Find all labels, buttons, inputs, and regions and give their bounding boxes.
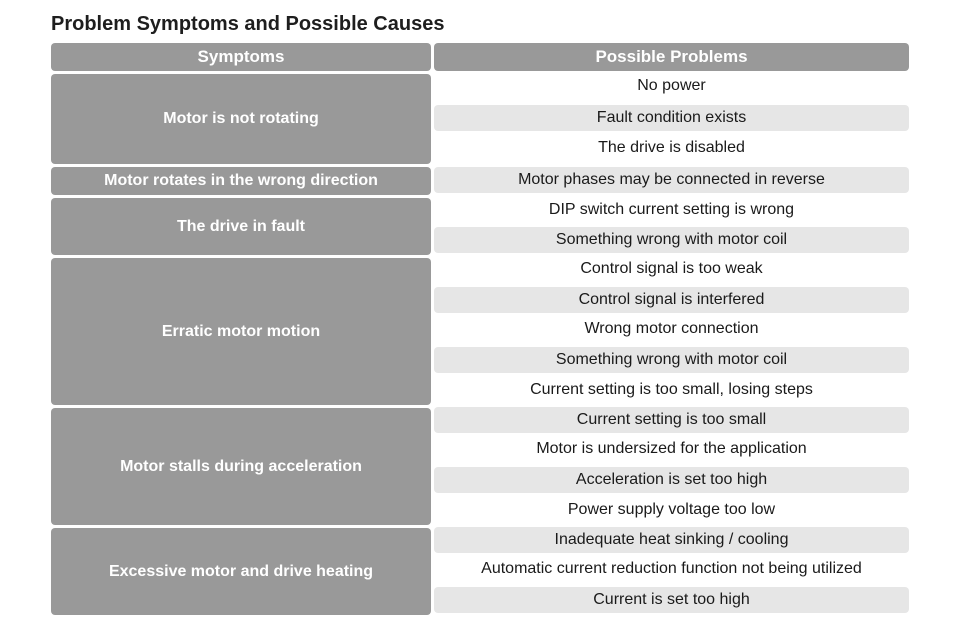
problem-row: Something wrong with motor coil	[434, 227, 909, 253]
problem-row: No power	[637, 77, 706, 94]
problem-row: DIP switch current setting is wrong	[548, 201, 795, 218]
problem-row: Acceleration is set too high	[434, 467, 909, 493]
problem-row: Wrong motor connection	[584, 320, 759, 337]
problem-row: Automatic current reduction function not being utilized	[481, 560, 862, 577]
problem-row: Motor is undersized for the application	[536, 440, 807, 457]
symptoms-header: Symptoms	[51, 43, 431, 71]
problem-row: Control signal is too weak	[580, 260, 763, 277]
symptom-cell-drive-in-fault: The drive in fault	[51, 198, 431, 255]
symptom-cell-stalls-acceleration: Motor stalls during acceleration	[51, 408, 431, 525]
problem-row: Something wrong with motor coil	[434, 347, 909, 373]
problem-row: Current setting is too small	[434, 407, 909, 433]
problem-row: Current is set too high	[434, 587, 909, 613]
possible-problems-header: Possible Problems	[434, 43, 909, 71]
symptom-cell-motor-not-rotating: Motor is not rotating	[51, 74, 431, 164]
problem-row: Motor phases may be connected in reverse	[434, 167, 909, 193]
symptom-cell-excessive-heating: Excessive motor and drive heating	[51, 528, 431, 615]
symptom-cell-wrong-direction: Motor rotates in the wrong direction	[51, 167, 431, 195]
problem-row: Control signal is interfered	[434, 287, 909, 313]
problem-row: Power supply voltage too low	[567, 501, 776, 518]
symptom-cell-erratic-motion: Erratic motor motion	[51, 258, 431, 405]
problem-row: The drive is disabled	[598, 139, 745, 156]
problem-row: Current setting is too small, losing steps	[530, 381, 813, 398]
problem-row: Fault condition exists	[434, 105, 909, 131]
page-title: Problem Symptoms and Possible Causes	[51, 13, 445, 35]
problem-row: Inadequate heat sinking / cooling	[434, 527, 909, 553]
